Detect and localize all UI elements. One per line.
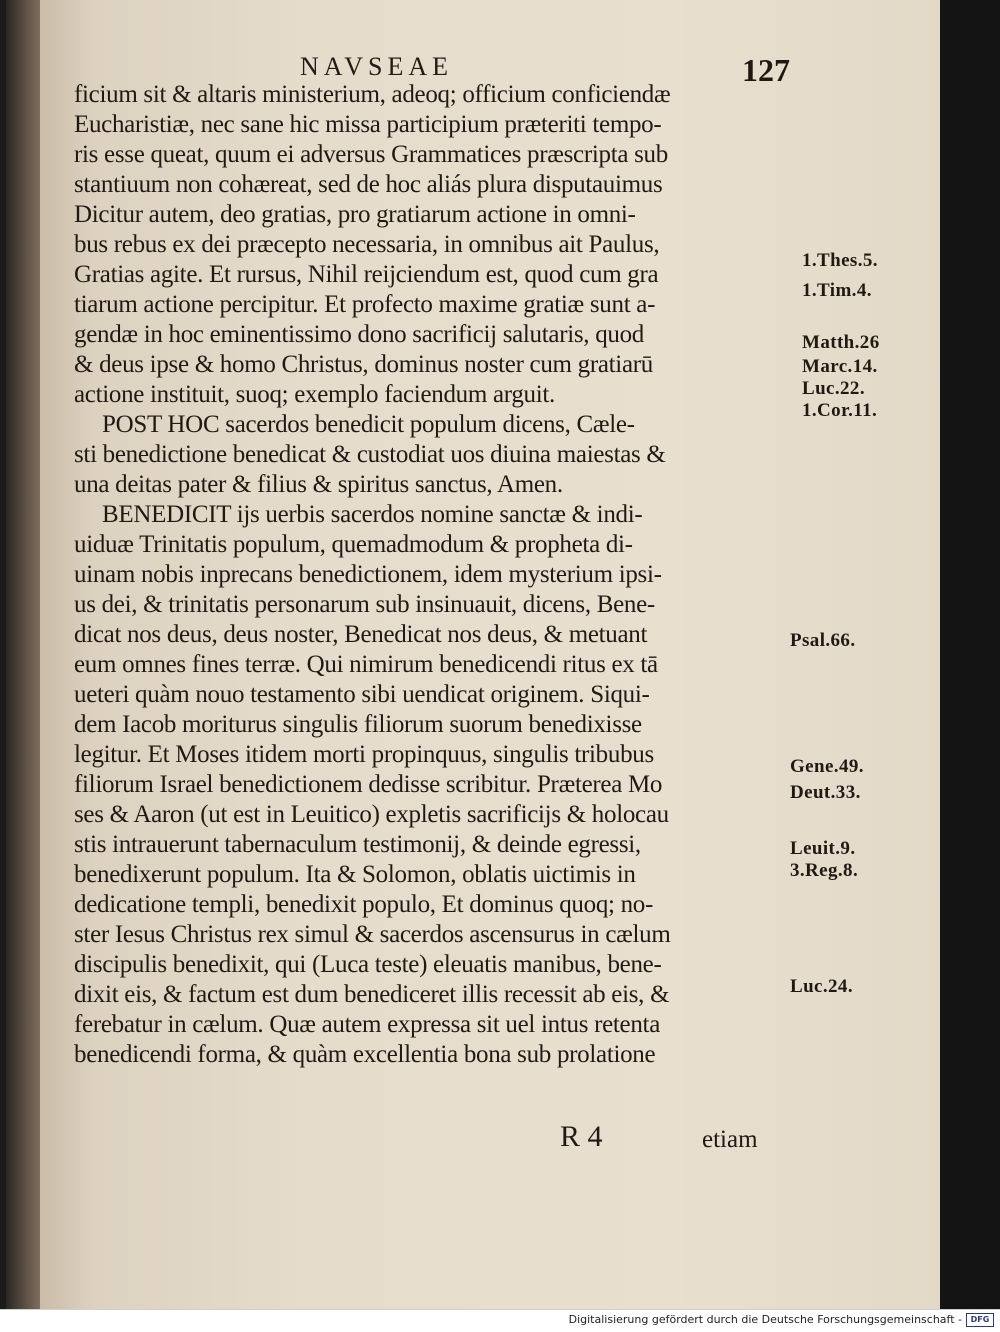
- text-line: ficium sit & altaris ministerium, adeoq; officium conficiendæ: [74, 81, 671, 108]
- margin-note: Marc.14.: [802, 356, 878, 377]
- margin-note: 1.Thes.5.: [802, 250, 878, 271]
- text-line: actione instituit, suoq; exemplo faciendum arguit.: [74, 381, 555, 408]
- margin-note: Luc.22.: [802, 378, 865, 399]
- credit-bar: [0, 1309, 1000, 1332]
- margin-note: Luc.24.: [790, 976, 853, 997]
- text-line: ses & Aaron (ut est in Leuitico) expletis sacrificijs & holocau: [74, 801, 669, 828]
- text-line: dicat nos deus, deus noster, Benedicat nos deus, & metuant: [74, 621, 648, 648]
- running-head: NAVSEAE: [300, 52, 453, 81]
- text-line: legitur. Et Moses itidem morti propinquus, singulis tribubus: [74, 741, 654, 768]
- margin-note: 1.Tim.4.: [802, 280, 872, 301]
- text-line-paragraph-start: BENEDICIT ijs uerbis sacerdos nomine sanctæ & indi-: [102, 501, 643, 528]
- page-footer: [0, 1120, 1000, 1160]
- margin-note: 1.Cor.11.: [802, 400, 878, 421]
- margin-note: Matth.26: [802, 332, 880, 353]
- text-line: benedixerunt populum. Ita & Solomon, oblatis uictimis in: [74, 861, 636, 888]
- text-line: ueteri quàm nouo testamento sibi uendicat originem. Siqui-: [74, 681, 650, 708]
- text-line: dedicatione templi, benedixit populo, Et dominus quoq; no-: [74, 891, 654, 918]
- margin-note: Leuit.9.: [790, 838, 856, 859]
- text-line: benedicendi forma, & quàm excellentia bona sub prolatione: [74, 1041, 656, 1068]
- margin-note: Psal.66.: [790, 630, 856, 651]
- text-line: discipulis benedixit, qui (Luca teste) eleuatis manibus, bene-: [74, 951, 662, 978]
- text-line: una deitas pater & filius & spiritus sanctus, Amen.: [74, 471, 563, 498]
- text-line: filiorum Israel benedictionem dedisse scribitur. Præterea Mo: [74, 771, 663, 798]
- body-text: [74, 80, 790, 1070]
- margin-note: Deut.33.: [790, 782, 861, 803]
- text-line: Eucharistiæ, nec sane hic missa participium præteriti tempo-: [74, 111, 662, 138]
- margin-note: 3.Reg.8.: [790, 860, 859, 881]
- text-line: ster Iesus Christus rex simul & sacerdos ascensurus in cælum: [74, 921, 671, 948]
- margin-note: Gene.49.: [790, 756, 864, 777]
- text-line: dixit eis, & factum est dum benediceret illis recessit ab eis, &: [74, 981, 670, 1008]
- page-number: 127: [742, 52, 790, 88]
- text-line: ris esse queat, quum ei adversus Grammatices præscripta sub: [74, 141, 668, 168]
- text-line: stis intrauerunt tabernaculum testimonij, & deinde egressi,: [74, 831, 641, 858]
- text-line: & deus ipse & homo Christus, dominus noster cum gratiarū: [74, 351, 653, 378]
- text-line: sti benedictione benedicat & custodiat uos diuina maiestas &: [74, 441, 666, 468]
- funding-credit: Digitalisierung gefördert durch die Deutsche Forschungsgemeinschaft -: [568, 1313, 962, 1326]
- text-line: us dei, & trinitatis personarum sub insinuauit, dicens, Bene-: [74, 591, 655, 618]
- scan-background: [940, 0, 1000, 1309]
- catchword: etiam: [702, 1126, 758, 1153]
- text-line: uinam nobis inprecans benedictionem, idem mysterium ipsi-: [74, 561, 662, 588]
- text-line: Gratias agite. Et rursus, Nihil reijciendum est, quod cum gra: [74, 261, 659, 288]
- text-line: Dicitur autem, deo gratias, pro gratiarum actione in omni-: [74, 201, 636, 228]
- text-line-paragraph-start: POST HOC sacerdos benedicit populum dicens, Cæle-: [102, 411, 635, 438]
- text-line: stantiuum non cohæreat, sed de hoc aliás plura disputauimus: [74, 171, 663, 198]
- text-line: gendæ in hoc eminentissimo dono sacrificij salutaris, quod: [74, 321, 645, 348]
- text-line: uiduæ Trinitatis populum, quemadmodum & propheta di-: [74, 531, 633, 558]
- text-line: bus rebus ex dei præcepto necessaria, in omnibus ait Paulus,: [74, 231, 660, 258]
- signature-mark: R 4: [560, 1120, 603, 1153]
- dfg-logo-icon: DFG: [966, 1313, 994, 1327]
- text-line: tiarum actione percipitur. Et profecto maxime gratiæ sunt a-: [74, 291, 656, 318]
- text-line: eum omnes fines terræ. Qui nimirum benedicendi ritus ex tā: [74, 651, 658, 678]
- text-line: dem Iacob moriturus singulis filiorum suorum benedixisse: [74, 711, 642, 738]
- text-line: ferebatur in cælum. Quæ autem expressa sit uel intus retenta: [74, 1011, 660, 1038]
